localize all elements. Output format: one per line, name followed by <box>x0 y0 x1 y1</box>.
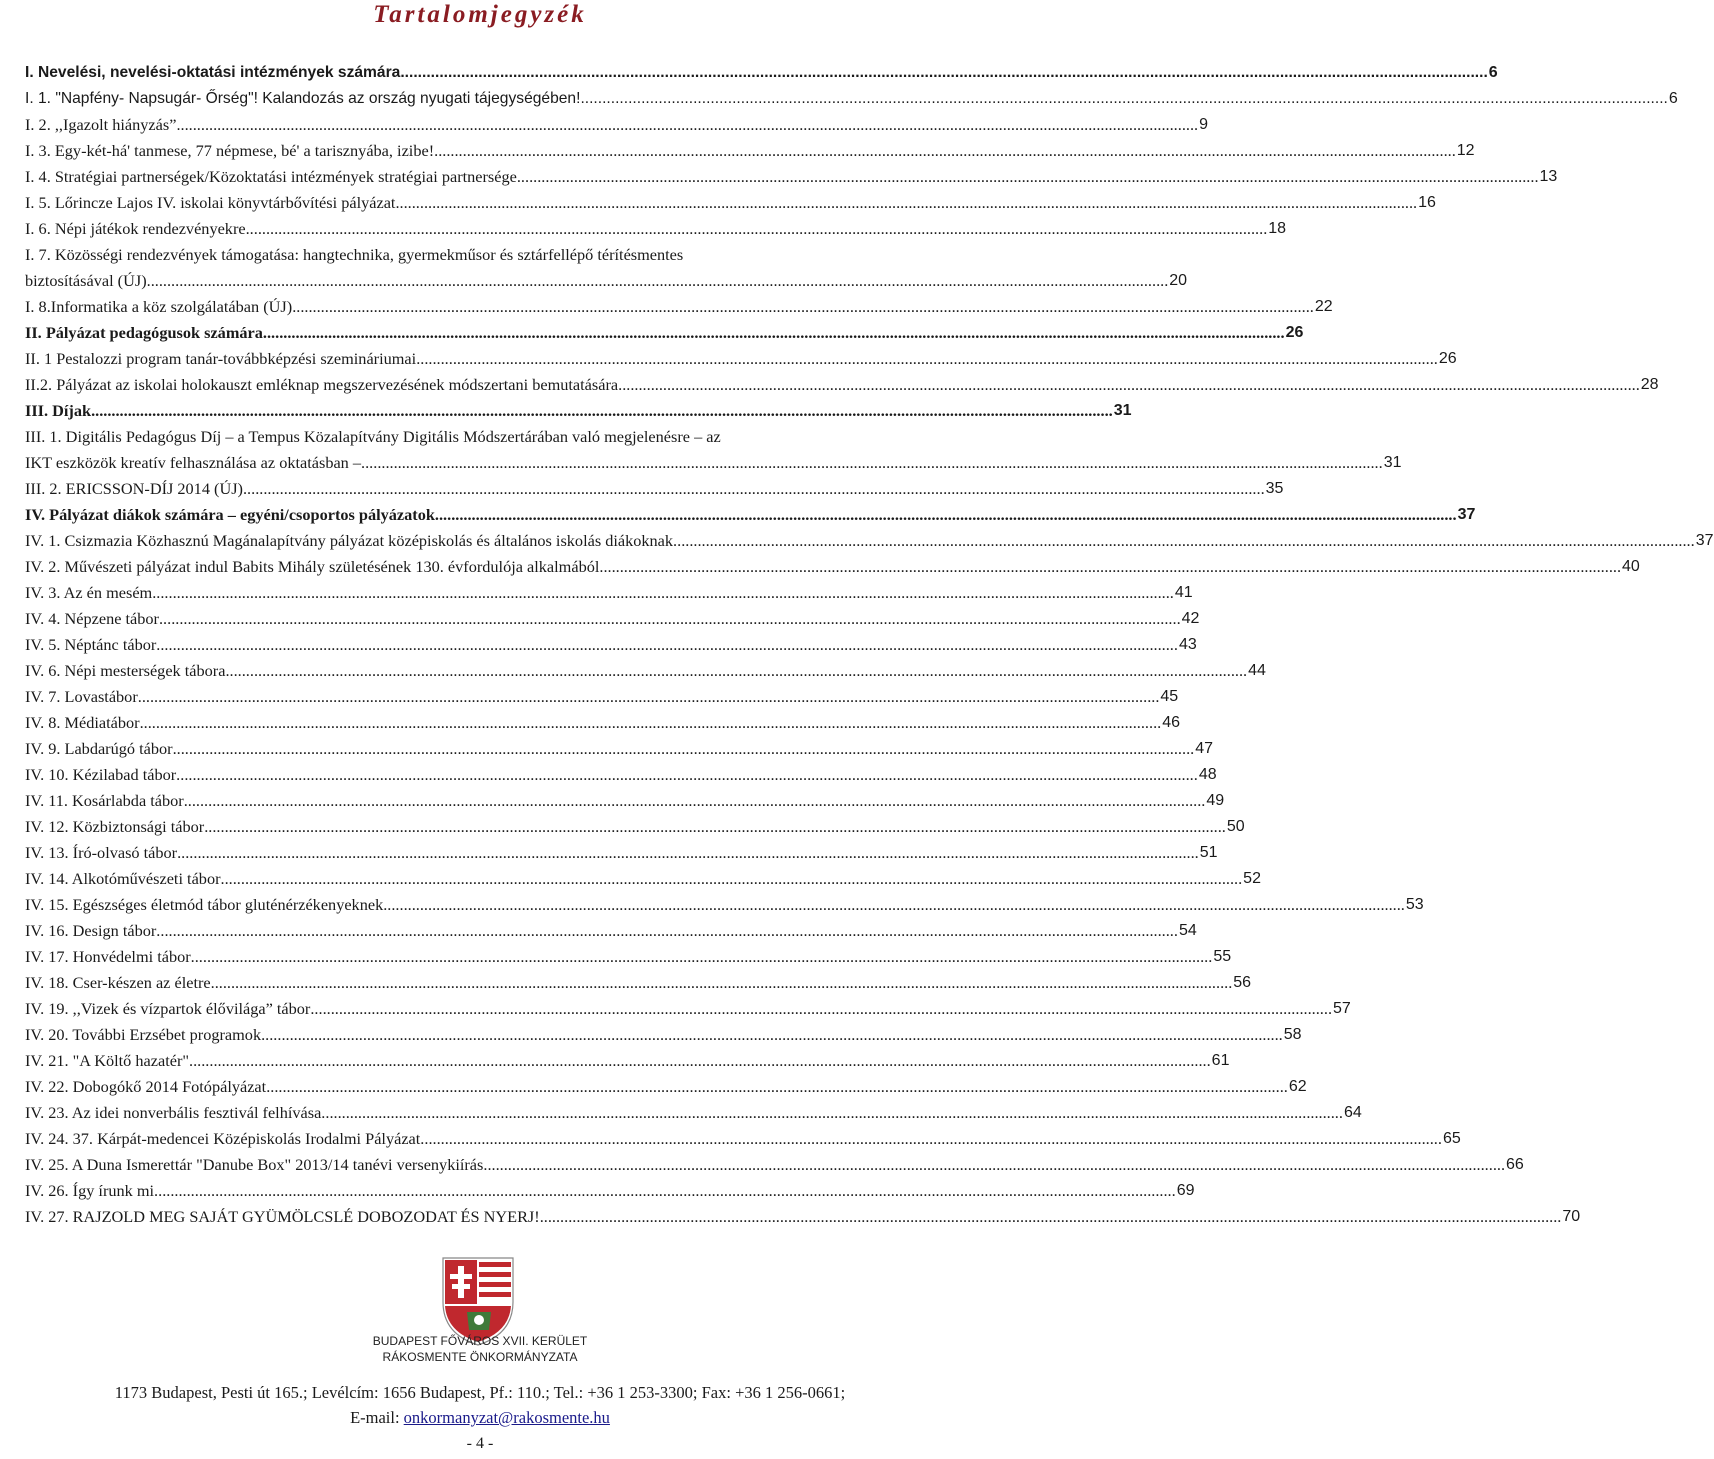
toc-line[interactable] <box>25 632 1197 658</box>
toc-dot-leader <box>434 138 1456 164</box>
toc-line[interactable] <box>25 1074 1307 1100</box>
toc-entry[interactable] <box>25 1204 1581 1230</box>
toc-line[interactable] <box>25 190 1436 216</box>
toc-line[interactable] <box>25 944 1232 970</box>
toc-entry-text: IV. 4. Népzene tábor <box>25 609 159 628</box>
toc-dot-leader <box>673 528 1695 554</box>
toc-entry[interactable] <box>25 1178 1195 1204</box>
toc-entry-text: IV. Pályázat diákok számára – egyéni/csoportos pályázatok <box>25 505 435 524</box>
toc-entry[interactable] <box>25 398 1132 424</box>
toc-entry-text: I. 8.Informatika a köz szolgálatában (ÚJ) <box>25 297 293 316</box>
toc-page-number: 41 <box>1174 584 1193 601</box>
toc-dot-leader <box>204 814 1226 840</box>
toc-line[interactable] <box>25 1204 1581 1230</box>
toc-line[interactable] <box>25 814 1245 840</box>
toc-entry-text: II. 1 Pestalozzi program tanár-továbbképzési szemináriumai <box>25 349 417 368</box>
toc-page-number: 70 <box>1562 1208 1581 1225</box>
toc-entry-text: IV. 22. Dobogókő 2014 Fotópályázat <box>25 1077 267 1096</box>
toc-page-number: 20 <box>1169 272 1188 289</box>
toc-entry[interactable] <box>25 684 1179 710</box>
toc-page-number: 64 <box>1343 1104 1362 1121</box>
email-link[interactable]: onkormanyzat@rakosmente.hu <box>403 1408 610 1427</box>
toc-dot-leader <box>483 1152 1505 1178</box>
org-line-2: RÁKOSMENTE ÖNKORMÁNYZATA <box>382 1350 578 1364</box>
toc-line[interactable] <box>25 502 1476 528</box>
toc-entry[interactable] <box>25 632 1197 658</box>
toc-entry-text: IV. 26. Így írunk mi <box>25 1181 155 1200</box>
toc-entry-text: IV. 11. Kosárlabda tábor <box>25 791 184 810</box>
toc-page-number: 31 <box>1383 454 1402 471</box>
toc-dot-leader <box>383 892 1405 918</box>
toc-page-number: 9 <box>1199 116 1209 133</box>
toc-entry-text: IV. 8. Médiatábor <box>25 713 140 732</box>
toc-entry[interactable] <box>25 840 1218 866</box>
toc-entry[interactable] <box>25 60 1498 86</box>
toc-dot-leader <box>261 1022 1283 1048</box>
toc-entry-text: IV. 6. Népi mesterségek tábora <box>25 661 226 680</box>
toc-dot-leader <box>400 60 1487 86</box>
toc-entry[interactable] <box>25 580 1193 606</box>
toc-page-number: 26 <box>1438 350 1457 367</box>
toc-page-number: 49 <box>1206 792 1225 809</box>
toc-entry[interactable] <box>25 476 1284 502</box>
toc-line[interactable] <box>25 294 1333 320</box>
toc-entry-text: IV. 5. Néptánc tábor <box>25 635 157 654</box>
toc-page-number: 6 <box>1488 64 1498 81</box>
toc-entry-text: I. 5. Lőrincze Lajos IV. iskolai könyvtárbővítési pályázat <box>25 193 396 212</box>
toc-dot-leader <box>140 710 1162 736</box>
toc-line[interactable] <box>25 840 1218 866</box>
toc-dot-leader <box>221 866 1243 892</box>
toc-line[interactable] <box>25 216 1287 242</box>
toc-line[interactable] <box>25 580 1193 606</box>
toc-line[interactable] <box>25 1022 1302 1048</box>
toc-entry[interactable] <box>25 554 1640 580</box>
toc-page-number: 31 <box>1113 402 1132 419</box>
toc-entry-text: I. 4. Stratégiai partnerségek/Közoktatási intézmények stratégiai partnersége <box>25 167 517 186</box>
toc-dot-leader <box>517 164 1539 190</box>
toc-page-number: 66 <box>1506 1156 1524 1173</box>
toc-entry[interactable] <box>25 892 1424 918</box>
toc-line[interactable] <box>25 970 1252 996</box>
toc-dot-leader <box>152 580 1174 606</box>
toc-dot-leader <box>435 502 1457 528</box>
toc-line[interactable] <box>25 788 1225 814</box>
toc-dot-leader <box>266 1074 1288 1100</box>
toc-line[interactable] <box>25 866 1261 892</box>
toc-entry[interactable] <box>25 788 1225 814</box>
toc-dot-leader <box>159 606 1181 632</box>
toc-line[interactable] <box>25 892 1424 918</box>
toc-dot-leader <box>395 190 1417 216</box>
toc-line[interactable] <box>25 320 1304 346</box>
toc-entry-text: IV. 21. "A Költő hazatér" <box>25 1051 190 1070</box>
toc-entry[interactable] <box>25 138 1475 164</box>
toc-dot-leader <box>292 294 1314 320</box>
toc-dot-leader <box>246 216 1268 242</box>
toc-entry[interactable] <box>25 996 1351 1022</box>
toc-entry[interactable] <box>25 944 1232 970</box>
toc-page-number: 54 <box>1178 922 1197 939</box>
toc-entry-text: IV. 23. Az idei nonverbális fesztivál felhívása <box>25 1103 322 1122</box>
toc-entry[interactable] <box>25 86 1678 112</box>
toc-entry[interactable] <box>25 346 1457 372</box>
toc-entry-text: IV. 15. Egészséges életmód tábor gluténérzékenyeknek <box>25 895 384 914</box>
toc-page-number: 22 <box>1314 298 1333 315</box>
toc-entry[interactable] <box>25 1100 1362 1126</box>
toc-entry[interactable] <box>25 736 1214 762</box>
toc-line[interactable] <box>25 762 1217 788</box>
toc-dot-leader <box>310 996 1332 1022</box>
toc-page-number: 47 <box>1195 740 1214 757</box>
page-number: - 4 - <box>466 1435 494 1452</box>
toc-page-number: 52 <box>1243 870 1261 887</box>
toc-entry-text: III. Díjak <box>25 401 92 420</box>
toc-entry[interactable] <box>25 1126 1461 1152</box>
toc-entry[interactable] <box>25 190 1436 216</box>
toc-dot-leader <box>263 320 1285 346</box>
toc-entry-text: I. 6. Népi játékok rendezvényekre <box>25 219 246 238</box>
toc-page-number: 42 <box>1181 610 1200 627</box>
toc-page-number: 58 <box>1283 1026 1302 1043</box>
toc-dot-leader <box>177 840 1199 866</box>
toc-entry[interactable] <box>25 710 1181 736</box>
toc-dot-leader <box>420 1126 1442 1152</box>
toc-page-number: 69 <box>1176 1182 1195 1199</box>
toc-entry-text: I. 1. "Napfény- Napsugár- Őrség"! Kalandozás az ország nyugati tájegységében! <box>25 90 581 107</box>
toc-entry[interactable] <box>25 294 1333 320</box>
toc-line[interactable] <box>25 736 1214 762</box>
toc-entry[interactable] <box>25 1152 1524 1178</box>
toc-page-number: 16 <box>1418 194 1436 211</box>
toc-page-number: 37 <box>1457 506 1476 523</box>
toc-page-number: 55 <box>1213 948 1232 965</box>
toc-entry-text: I. 7. Közösségi rendezvények támogatása: hangtechnika, gyermekműsor és sztárfellépő térítésmentes <box>25 245 684 264</box>
toc-entry-text: I. 2. ,,Igazolt hiányzás” <box>25 115 177 134</box>
toc-entry[interactable] <box>25 372 1659 398</box>
toc-entry-text: IV. 19. ,,Vizek és vízpartok élővilága” tábor <box>25 999 311 1018</box>
toc-line[interactable] <box>25 138 1475 164</box>
toc-dot-leader <box>173 736 1195 762</box>
toc-entry-text: IV. 12. Közbiztonsági tábor <box>25 817 205 836</box>
toc-dot-leader <box>147 268 1169 294</box>
toc-entry-text: III. 1. Digitális Pedagógus Díj – a Tempus Közalapítvány Digitális Módszertárában való megjelenésre – az <box>25 427 721 446</box>
toc-page-number: 56 <box>1233 974 1252 991</box>
toc-entry-text: IV. 9. Labdarúgó tábor <box>25 739 173 758</box>
toc-line[interactable] <box>25 1152 1524 1178</box>
toc-entry-text: IV. 18. Cser-készen az életre <box>25 973 211 992</box>
toc-entry-text: II. Pályázat pedagógusok számára <box>25 323 263 342</box>
toc-page-number: 45 <box>1160 688 1179 705</box>
toc-page-number: 48 <box>1198 766 1217 783</box>
toc-entry[interactable] <box>25 242 1188 294</box>
toc-entry-text-continued: IKT eszközök kreatív felhasználása az oktatásban – <box>25 453 362 472</box>
toc-dot-leader <box>599 554 1621 580</box>
page-title: Tartalomjegyzék <box>373 1 587 28</box>
table-of-contents <box>25 60 1714 1230</box>
toc-entry-text: IV. 20. További Erzsébet programok <box>25 1025 262 1044</box>
toc-page-number: 26 <box>1285 324 1304 341</box>
toc-dot-leader <box>416 346 1438 372</box>
toc-line[interactable] <box>25 268 1188 294</box>
email-line <box>0 1405 960 1430</box>
toc-page-number: 50 <box>1226 818 1245 835</box>
toc-line[interactable] <box>25 996 1351 1022</box>
toc-dot-leader <box>618 372 1640 398</box>
toc-dot-leader <box>243 476 1265 502</box>
toc-line[interactable] <box>25 528 1714 554</box>
toc-page-number: 13 <box>1539 168 1558 185</box>
toc-page-number: 57 <box>1333 1000 1351 1017</box>
toc-entry[interactable] <box>25 528 1714 554</box>
toc-dot-leader <box>156 918 1178 944</box>
toc-entry[interactable] <box>25 112 1209 138</box>
toc-entry-text: II.2. Pályázat az iskolai holokauszt emléknap megszervezésének módszertani bemutatására <box>25 375 619 394</box>
toc-dot-leader <box>225 658 1247 684</box>
toc-page-number: 6 <box>1668 90 1678 107</box>
toc-entry-text: IV. 16. Design tábor <box>25 921 157 940</box>
toc-line[interactable] <box>25 1100 1362 1126</box>
toc-page-number: 37 <box>1695 532 1714 549</box>
address-line: 1173 Budapest, Pesti út 165.; Levélcím: 1656 Budapest, Pf.: 110.; Tel.: +36 1 253-3300; Fax: +36 1 256-0661; <box>114 1383 846 1402</box>
toc-entry-text: IV. 1. Csizmazia Közhasznú Magánalapítvány pályázat középiskolás és általános iskolás diákoknak <box>25 531 674 550</box>
toc-entry[interactable] <box>25 1048 1230 1074</box>
toc-entry-text: I. 3. Egy-két-há' tanmese, 77 népmese, bé' a tarisznyába, izibe! <box>25 141 435 160</box>
toc-line[interactable] <box>25 1178 1195 1204</box>
toc-page-number: 43 <box>1178 636 1197 653</box>
toc-line[interactable] <box>25 476 1284 502</box>
email-label: E-mail: <box>350 1408 404 1427</box>
toc-entry[interactable] <box>25 1074 1307 1100</box>
toc-dot-leader <box>176 762 1198 788</box>
toc-dot-leader <box>211 970 1233 996</box>
toc-page-number: 65 <box>1442 1130 1461 1147</box>
toc-line[interactable] <box>25 372 1659 398</box>
toc-page-number: 46 <box>1162 714 1181 731</box>
toc-entry[interactable] <box>25 424 1402 476</box>
toc-page-number: 62 <box>1288 1078 1307 1095</box>
toc-dot-leader <box>580 86 1667 112</box>
toc-page-number: 61 <box>1211 1052 1230 1069</box>
toc-dot-leader <box>540 1204 1562 1230</box>
toc-entry-text: IV. 14. Alkotóművészeti tábor <box>25 869 221 888</box>
toc-page-number: 40 <box>1622 558 1640 575</box>
toc-entry-text: IV. 25. A Duna Ismerettár "Danube Box" 2013/14 tanévi versenykiírás <box>25 1155 484 1174</box>
toc-entry[interactable] <box>25 762 1217 788</box>
toc-dot-leader <box>184 788 1206 814</box>
toc-line[interactable] <box>25 60 1498 86</box>
toc-entry-text: IV. 17. Honvédelmi tábor <box>25 947 191 966</box>
toc-entry[interactable] <box>25 866 1261 892</box>
toc-dot-leader <box>361 450 1383 476</box>
toc-line[interactable] <box>25 710 1181 736</box>
toc-line[interactable] <box>25 606 1200 632</box>
toc-entry-text: III. 2. ERICSSON-DÍJ 2014 (ÚJ) <box>25 479 243 498</box>
toc-page-number: 12 <box>1456 142 1475 159</box>
toc-entry-text: I. Nevelési, nevelési-oktatási intézmények számára <box>25 64 401 81</box>
toc-entry[interactable] <box>25 970 1252 996</box>
toc-entry[interactable] <box>25 164 1558 190</box>
toc-entry-text: IV. 2. Művészeti pályázat indul Babits Mihály születésének 130. évfordulója alkalmából <box>25 557 600 576</box>
toc-line[interactable] <box>25 346 1457 372</box>
toc-line[interactable] <box>25 918 1197 944</box>
toc-page-number: 18 <box>1268 220 1287 237</box>
toc-entry-text: IV. 10. Kézilabad tábor <box>25 765 177 784</box>
toc-line[interactable] <box>25 450 1402 476</box>
toc-entry[interactable] <box>25 814 1245 840</box>
toc-dot-leader <box>156 632 1178 658</box>
toc-entry-text: IV. 24. 37. Kárpát-medencei Középiskolás Irodalmi Pályázat <box>25 1129 421 1148</box>
toc-entry[interactable] <box>25 918 1197 944</box>
toc-page-number: 28 <box>1640 376 1659 393</box>
toc-page-number: 44 <box>1248 662 1266 679</box>
toc-line[interactable] <box>25 684 1179 710</box>
toc-page-number: 35 <box>1265 480 1284 497</box>
toc-entry[interactable] <box>25 216 1287 242</box>
toc-dot-leader <box>138 684 1160 710</box>
toc-line[interactable] <box>25 658 1266 684</box>
toc-entry-text: IV. 27. RAJZOLD MEG SAJÁT GYÜMÖLCSLÉ DOBOZODAT ÉS NYERJ! <box>25 1207 540 1226</box>
toc-line[interactable] <box>25 1048 1230 1074</box>
toc-line[interactable] <box>25 164 1558 190</box>
toc-dot-leader <box>91 398 1113 424</box>
toc-entry[interactable] <box>25 502 1476 528</box>
toc-entry-text: IV. 7. Lovastábor <box>25 687 138 706</box>
toc-dot-leader <box>154 1178 1176 1204</box>
toc-line[interactable] <box>25 1126 1461 1152</box>
toc-entry[interactable] <box>25 320 1304 346</box>
toc-line[interactable] <box>25 398 1132 424</box>
toc-entry-text-continued: biztosításával (ÚJ) <box>25 271 147 290</box>
organization-name <box>0 1333 960 1365</box>
contact-block <box>0 1380 960 1430</box>
toc-page-number: 53 <box>1405 896 1424 913</box>
toc-entry-text: IV. 13. Író-olvasó tábor <box>25 843 178 862</box>
toc-dot-leader <box>189 1048 1211 1074</box>
toc-line[interactable] <box>25 112 1209 138</box>
toc-entry[interactable] <box>25 1022 1302 1048</box>
toc-dot-leader <box>321 1100 1343 1126</box>
toc-dot-leader <box>191 944 1213 970</box>
toc-entry[interactable] <box>25 606 1200 632</box>
toc-line[interactable] <box>25 554 1640 580</box>
toc-dot-leader <box>176 112 1198 138</box>
org-line-1: BUDAPEST FŐVÁROS XVII. KERÜLET <box>372 1334 588 1348</box>
toc-line[interactable] <box>25 86 1678 112</box>
toc-page-number: 51 <box>1199 844 1218 861</box>
toc-entry-text: IV. 3. Az én mesém <box>25 583 153 602</box>
toc-entry[interactable] <box>25 658 1266 684</box>
